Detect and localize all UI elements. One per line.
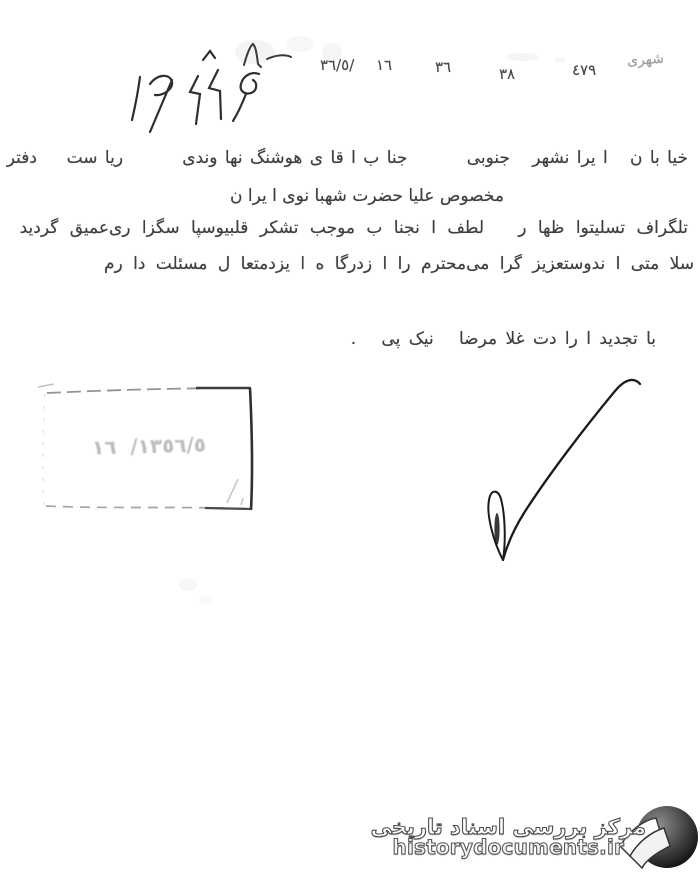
message-line-1: تلگراف تسلیتوا ظها ر لطف ا نجنا ب موجب تشکر قلبیوسپا سگزا ری‌عمیق گردید	[19, 218, 688, 238]
signature	[488, 380, 640, 560]
watermark	[371, 806, 698, 868]
header-number-479: ٤٧٩	[572, 61, 597, 79]
header-number-38: ٣٨	[499, 65, 516, 83]
watermark-domain: historydocuments.ir	[392, 835, 625, 860]
header-date-fragment: ٣٦/٥/	[320, 56, 355, 74]
stamp-date-text: ١٣٥٦/٥/ ١٦	[91, 432, 207, 460]
watermark-title: مرکز بررسی اسناد تاریخی	[370, 814, 646, 839]
scan-smudges	[178, 36, 566, 604]
header-number-36: ٣٦	[435, 58, 452, 76]
top-pen-mark	[244, 44, 291, 67]
address-line: خیا با ن ا یرا نشهر جنوبی جنا ب ا قا ی هوشنگ نها وندی ریا ست دفتر	[6, 148, 688, 168]
watermark-text	[371, 816, 646, 858]
handwritten-numbers	[132, 51, 259, 132]
address-line-continued: مخصوص علیا حضرت شهبا نوی ا یرا ن	[230, 186, 504, 206]
message-line-2: سلا متی ا ندوستعزیز گرا می‌محترم را ا زدرگا ه ا یزدمتعا ل مسئلت دا رم	[103, 254, 694, 274]
closing-signature-line: با تجدید ا را دت غلا مرضا نیک پی .	[350, 329, 656, 349]
header-city-label: شهری	[626, 50, 665, 70]
header-number-16: ١٦	[376, 56, 393, 74]
